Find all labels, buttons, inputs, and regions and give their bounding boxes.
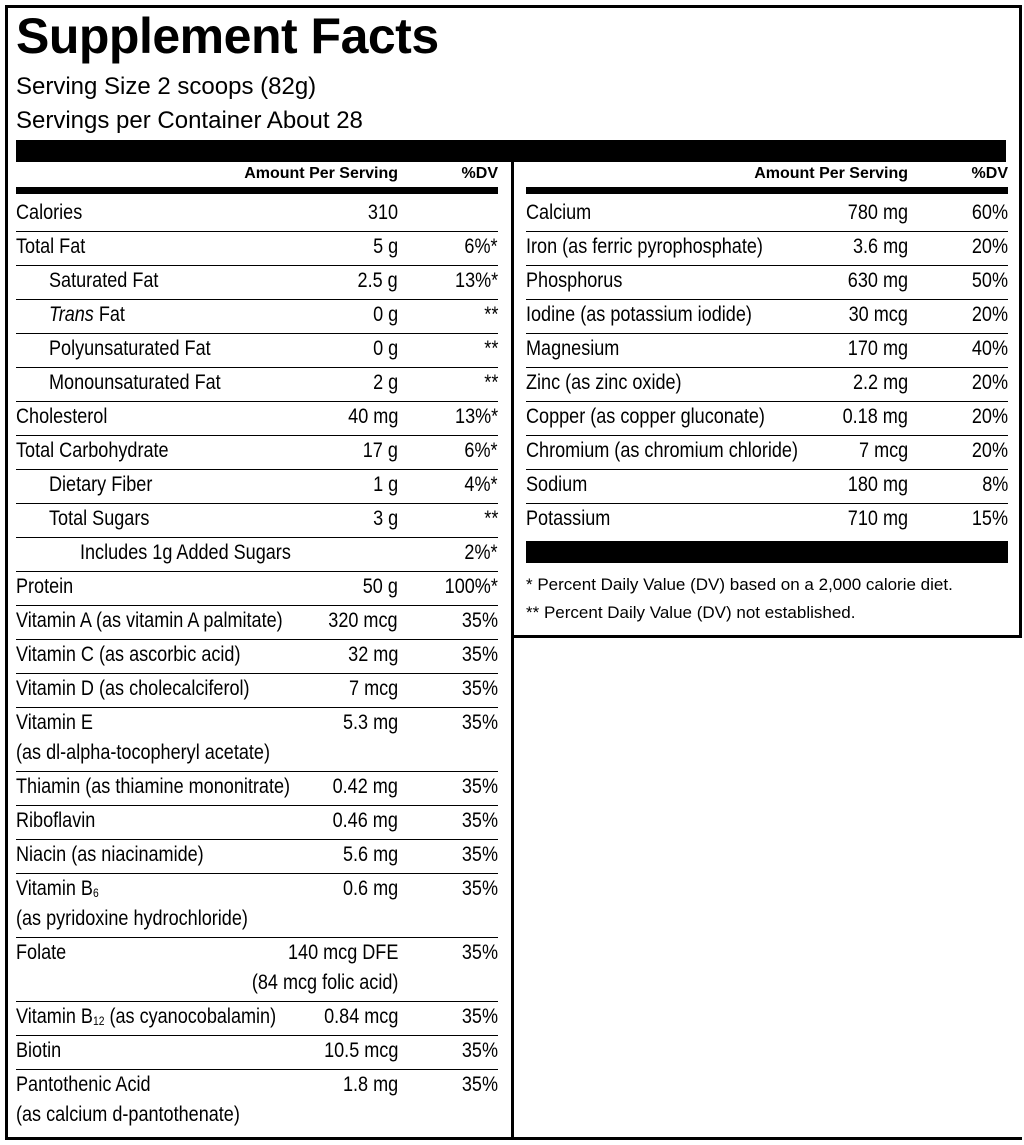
right-nutrient-row [526,470,1008,504]
nutrient-dv [482,337,498,361]
nutrient-amount [322,809,398,833]
nutrient-name [526,269,638,293]
nutrient-dv [966,303,1008,327]
nutrient-dv [456,711,498,735]
nutrient-name-text: Sodium [526,473,588,496]
nutrient-subscript: 6 [92,886,99,900]
nutrient-name-text: Vitamin A (as vitamin A palmitate) [16,609,283,632]
left-nutrient-row [16,806,498,840]
nutrient-amount [838,473,908,497]
nutrient-dv [456,775,498,799]
nutrient-name [16,643,277,667]
nutrient-amount [317,609,398,633]
nutrient-amount-text: 5 g [372,235,398,258]
nutrient-name [49,473,169,497]
nutrient-dv-text: 4%* [464,473,498,496]
right-header [526,162,1008,187]
nutrient-amount [270,941,398,965]
nutrient-amount [839,303,908,327]
nutrient-name [16,609,326,633]
right-nutrient-row [526,368,1008,402]
nutrient-name [16,677,288,701]
left-nutrient-row [16,504,498,538]
nutrient-dv [456,877,498,901]
left-nutrient-row [16,708,498,772]
nutrient-name-text: Iodine (as potassium iodide) [526,303,752,326]
nutrient-source-text: (as dl-alpha-tocopheryl acetate) [16,741,270,764]
nutrient-name [526,303,789,327]
nutrient-dv [456,643,498,667]
nutrient-name [16,877,112,901]
nutrient-name [526,473,597,497]
nutrient-name-text: Polyunsaturated Fat [49,337,211,360]
footnote-dv: * Percent Daily Value (DV) based on a 2,000 calorie diet. [526,575,953,594]
nutrient-name-italic: Trans [49,303,94,326]
nutrient-name [526,337,635,361]
column-divider [511,140,514,1140]
nutrient-name [526,235,801,259]
nutrient-name [16,201,93,225]
nutrient-name-text: Vitamin D (as cholecalciferol) [16,677,250,700]
nutrient-amount-text: 2.2 mg [852,371,908,394]
nutrient-name [16,941,74,965]
nutrient-name-text: Riboflavin [16,809,96,832]
nutrient-name-text: Zinc (as zinc oxide) [526,371,682,394]
left-nutrient-row [16,436,498,470]
nutrient-amount-text: 1.8 mg [342,1073,398,1096]
nutrient-amount-text: 0.18 mg [842,405,908,428]
right-nutrient-row [526,504,1008,537]
nutrient-amount-text: 0.6 mg [342,877,398,900]
nutrient-amount [322,775,398,799]
right-nutrient-row [526,198,1008,232]
nutrient-dv-text: 8% [981,473,1008,496]
nutrient-dv [966,405,1008,429]
left-nutrient-row [16,334,498,368]
nutrient-name [16,439,193,463]
right-nutrient-row [526,334,1008,368]
nutrient-amount [369,303,398,327]
nutrient-amount [357,575,398,599]
nutrient-dv-text: 20% [971,405,1008,428]
nutrient-dv [459,541,498,565]
left-nutrient-row [16,368,498,402]
dv-header: %DV [971,165,1008,182]
frame-right-bottom [511,635,1022,638]
nutrient-dv [448,405,498,429]
nutrient-name [16,775,335,799]
nutrient-name-text: Folate [16,941,67,964]
nutrient-dv [456,609,498,633]
nutrient-name-text: Biotin [16,1039,62,1062]
nutrient-dv [456,677,498,701]
nutrient-name [526,507,624,531]
nutrient-source-text: (as pyridoxine hydrochloride) [16,907,248,930]
nutrient-dv-text: 35% [461,1073,498,1096]
nutrient-amount [357,439,398,463]
nutrient-dv-text: 35% [461,711,498,734]
nutrient-dv-text: 35% [461,809,498,832]
nutrient-amount-text: 0.42 mg [332,775,398,798]
nutrient-name-text: Vitamin E [16,711,93,734]
nutrient-name-text: Pantothenic Acid [16,1073,151,1096]
nutrient-name [526,439,842,463]
nutrient-amount-detail [228,971,398,995]
nutrient-name-text: Protein [16,575,74,598]
nutrient-amount-text: 140 mcg DFE [287,941,398,964]
nutrient-dv [456,809,498,833]
nutrient-name [526,371,707,395]
nutrient-name [16,711,106,735]
nutrient-amount-text: 170 mg [847,337,908,360]
right-nutrient-row [526,266,1008,300]
nutrient-name-text: Thiamin (as thiamine mononitrate) [16,775,291,798]
nutrient-dv [482,371,498,395]
nutrient-dv [966,269,1008,293]
left-nutrient-row [16,1002,498,1036]
nutrient-amount-text: 2 g [372,371,398,394]
nutrient-name-text: Phosphorus [526,269,623,292]
nutrient-amount-text: 0.46 mg [332,809,398,832]
nutrient-amount [832,405,908,429]
nutrient-dv-text: 13%* [454,405,498,428]
nutrient-dv-text: 35% [461,775,498,798]
nutrient-amount-text: 5.3 mg [342,711,398,734]
header-rule [526,187,1008,194]
nutrient-amount [351,269,398,293]
right-nutrient-row [526,232,1008,266]
amount-header: Amount Per Serving [754,165,908,182]
nutrient-dv [966,235,1008,259]
nutrient-name-text: Dietary Fiber [49,473,153,496]
nutrient-amount [340,643,398,667]
nutrient-name-text: Cholesterol [16,405,108,428]
nutrient-dv [482,303,498,327]
nutrient-dv-text: ** [483,303,498,326]
nutrient-dv [459,439,498,463]
nutrient-dv-text: 35% [461,843,498,866]
nutrient-name-text: Potassium [526,507,611,530]
nutrient-name [16,1005,318,1029]
nutrient-dv [966,439,1008,463]
nutrient-name-text: Niacin (as niacinamide) [16,843,204,866]
left-nutrient-row [16,470,498,504]
nutrient-amount-text: 0 g [372,337,398,360]
left-nutrient-row [16,772,498,806]
left-column [16,162,498,1133]
nutrient-name [16,1039,69,1063]
nutrient-dv [456,1039,498,1063]
nutrient-dv [966,507,1008,531]
nutrient-amount-text: 320 mcg [328,609,398,632]
left-nutrient-row [16,538,498,572]
nutrient-dv [966,201,1008,225]
nutrient-amount-text: 2.5 g [357,269,398,292]
nutrient-amount-text: 7 mcg [858,439,908,462]
nutrient-name [16,235,97,259]
nutrient-amount-text: 310 [367,201,398,224]
nutrient-dv [459,473,498,497]
nutrient-source [16,907,286,931]
nutrient-amount [369,507,398,531]
nutrient-dv-text: 13%* [454,269,498,292]
nutrient-name [16,575,83,599]
nutrient-amount [851,439,908,463]
left-nutrient-row [16,1036,498,1070]
nutrient-subscript: 12 [92,1014,105,1028]
nutrient-amount [844,235,908,259]
nutrient-name [16,405,122,429]
nutrient-dv [456,941,498,965]
nutrient-dv-text: 35% [461,877,498,900]
nutrient-source-text: (as calcium d-pantothenate) [16,1103,240,1126]
nutrient-name-text: Copper (as copper gluconate) [526,405,765,428]
left-nutrient-row [16,874,498,938]
nutrient-amount-text: 40 mg [347,405,398,428]
nutrient-source [16,741,311,765]
nutrient-name [49,303,137,327]
nutrient-amount-text: 50 g [362,575,398,598]
dv-header: %DV [461,165,498,182]
nutrient-amount-text: 0 g [372,303,398,326]
nutrient-amount [844,371,908,395]
nutrient-amount [312,1005,398,1029]
left-nutrient-row [16,572,498,606]
nutrient-name-text: Total Sugars [49,507,150,530]
nutrient-dv [966,371,1008,395]
nutrient-dv-text: 35% [461,1005,498,1028]
nutrient-dv-text: 60% [971,201,1008,224]
nutrient-dv-text: 50% [971,269,1008,292]
nutrient-amount-text: 10.5 mcg [323,1039,398,1062]
nutrient-amount [312,1039,398,1063]
nutrient-name [49,269,176,293]
footnote-not-established: ** Percent Daily Value (DV) not established. [526,603,856,622]
nutrient-dv-text: 20% [971,235,1008,258]
amount-header: Amount Per Serving [244,165,398,182]
nutrient-dv [436,575,498,599]
nutrient-amount [369,473,398,497]
header-rule [16,187,498,194]
nutrient-amount [838,337,908,361]
nutrient-amount-text: 32 mg [347,643,398,666]
nutrient-name-text: Chromium (as chromium chloride) [526,439,798,462]
nutrient-name [49,337,237,361]
nutrient-name [16,1073,172,1097]
nutrient-amount-text: 1 g [372,473,398,496]
nutrient-amount [334,843,398,867]
nutrient-name-text: Vitamin $B_{12}$ (as cyanocobalamin) [16,1005,277,1028]
nutrient-amount [334,877,398,901]
nutrient-dv-text: 40% [971,337,1008,360]
left-nutrient-row [16,300,498,334]
nutrient-dv [456,1005,498,1029]
nutrient-source [16,1103,276,1127]
nutrient-amount-text: 630 mg [847,269,908,292]
left-nutrient-row [16,674,498,708]
nutrient-dv-text: 100%* [444,575,498,598]
nutrient-name-text: Total Fat [16,235,86,258]
label-title: Supplement Facts [16,8,439,64]
nutrient-name-text: Iron (as ferric pyrophosphate) [526,235,763,258]
nutrient-dv-text: 35% [461,941,498,964]
nutrient-dv-text: 20% [971,303,1008,326]
nutrient-dv [456,1073,498,1097]
nutrient-dv-text: 6%* [464,235,498,258]
right-nutrient-row [526,300,1008,334]
right-nutrient-row [526,402,1008,436]
nutrient-dv-text: ** [483,507,498,530]
nutrient-name-text: Calcium [526,201,592,224]
left-nutrient-row [16,840,498,874]
nutrient-amount [369,337,398,361]
nutrient-amount [334,1073,398,1097]
left-nutrient-row [16,266,498,300]
nutrient-dv-text: ** [483,371,498,394]
nutrient-dv-text: ** [483,337,498,360]
nutrient-name [526,405,804,429]
nutrient-amount-detail-text: (84 mcg folic acid) [251,971,398,994]
nutrient-amount-text: 180 mg [847,473,908,496]
nutrient-dv-text: 35% [461,1039,498,1062]
nutrient-amount-text: 5.6 mg [342,843,398,866]
nutrient-amount-text: 3.6 mg [852,235,908,258]
nutrient-amount [340,405,398,429]
left-nutrient-row [16,402,498,436]
nutrient-amount-text: 3 g [372,507,398,530]
nutrient-amount [838,269,908,293]
nutrient-name [16,843,234,867]
nutrient-dv [482,507,498,531]
nutrient-name-text: Includes 1g Added Sugars [80,541,291,564]
nutrient-amount-text: 7 mcg [348,677,398,700]
nutrient-name [80,541,325,565]
nutrient-amount-text: 780 mg [847,201,908,224]
nutrient-amount-text: 30 mcg [848,303,908,326]
nutrient-dv [456,843,498,867]
nutrient-amount-text: 17 g [362,439,398,462]
nutrient-amount [363,201,398,225]
nutrient-name-text: Total Carbohydrate [16,439,169,462]
left-nutrient-row [16,198,498,232]
nutrient-dv-text: 20% [971,371,1008,394]
nutrient-dv-text: 20% [971,439,1008,462]
nutrient-amount [334,711,398,735]
left-nutrient-row [16,232,498,266]
servings-per-container: Servings per Container About 28 [16,107,363,134]
nutrient-dv [978,473,1008,497]
nutrient-name [49,507,166,531]
left-nutrient-row [16,640,498,674]
nutrient-amount-text: 710 mg [847,507,908,530]
nutrient-dv-text: 35% [461,609,498,632]
nutrient-dv [459,235,498,259]
nutrient-amount [341,677,398,701]
frame-right [1019,5,1022,638]
nutrient-name-text: Calories [16,201,83,224]
nutrient-amount [369,371,398,395]
nutrient-name-text: Magnesium [526,337,620,360]
nutrient-amount-text: 0.84 mcg [323,1005,398,1028]
nutrient-amount [838,507,908,531]
nutrient-amount [838,201,908,225]
right-column [526,162,1008,537]
right-bottom-bar [526,541,1008,563]
nutrient-dv-text: 35% [461,643,498,666]
left-nutrient-row [16,606,498,640]
frame-bottom [5,1137,516,1140]
nutrient-name-text: Vitamin C (as ascorbic acid) [16,643,241,666]
nutrient-dv-text: 35% [461,677,498,700]
nutrient-dv-text: 2%* [464,541,498,564]
nutrient-name-text: Trans Fat [49,303,125,326]
nutrient-amount [369,235,398,259]
left-header [16,162,498,187]
nutrient-name [49,371,249,395]
nutrient-dv [448,269,498,293]
left-nutrient-row [16,1070,498,1133]
nutrient-name [526,201,602,225]
nutrient-dv-text: 15% [971,507,1008,530]
nutrient-name-text: Monounsaturated Fat [49,371,221,394]
right-nutrient-row [526,436,1008,470]
nutrient-name-text: Vitamin $B_6$ [16,877,99,900]
nutrient-dv-text: 6%* [464,439,498,462]
nutrient-dv [966,337,1008,361]
left-nutrient-row [16,938,498,1002]
serving-size: Serving Size 2 scoops (82g) [16,73,317,100]
nutrient-name-text: Saturated Fat [49,269,159,292]
nutrient-name [16,809,108,833]
